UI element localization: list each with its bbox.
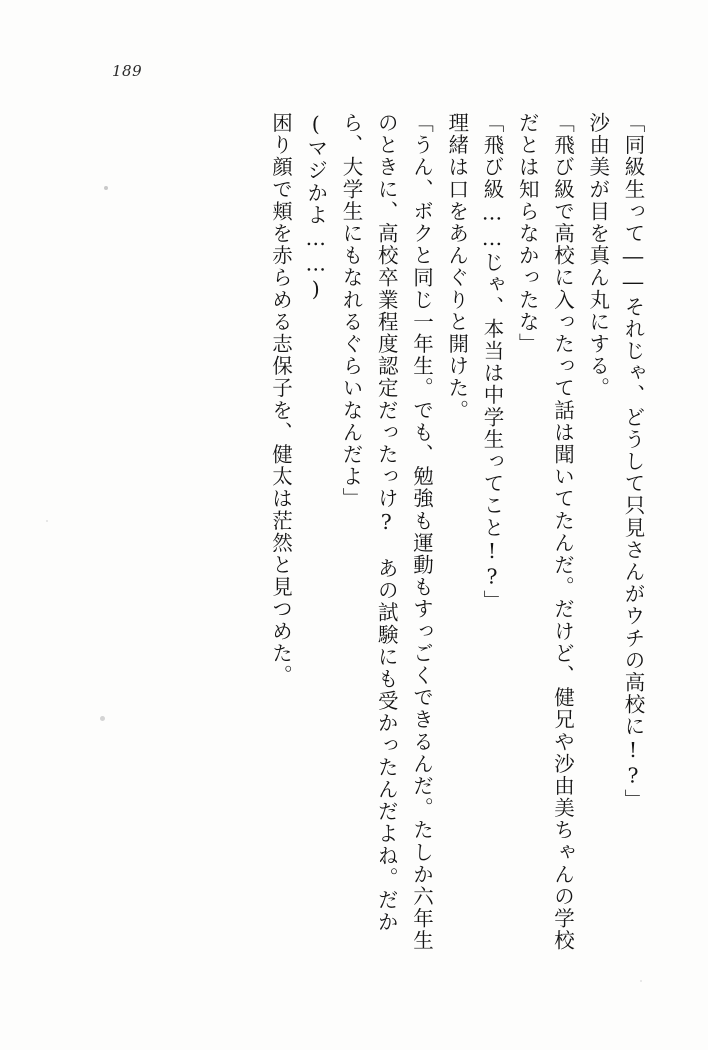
print-speckle — [104, 186, 108, 190]
page-number: 189 — [112, 62, 143, 80]
print-speckle — [640, 980, 642, 982]
paragraph: (マジかよ……) — [303, 112, 328, 303]
paragraph: 「飛び級……じゃ、本当は中学生ってこと!?」 — [480, 112, 504, 613]
paragraph: 「同級生って――それじゃ、どうして只見さんがウチの高校に!?」 — [621, 112, 645, 812]
paragraph: 「うん、ボクと同じ一年生。でも、勉強も運動もすっごくできるんだ。たしか六年生のときに、高校卒業程度認定だったっけ? あの試験にも受かったんだよね。だから、大学生にもなれるぐらいなんだよ」 — [339, 112, 434, 952]
paragraph: 沙由美が目を真ん丸にする。 — [585, 112, 610, 400]
paragraph: 理緒は口をあんぐりと開けた。 — [444, 112, 469, 422]
paragraph: 困り顔で頬を赤らめる志保子を、健太は茫然と見つめた。 — [268, 112, 293, 687]
print-speckle — [46, 520, 48, 522]
vertical-text-body — [262, 112, 650, 972]
print-speckle — [100, 716, 105, 721]
paragraph: 「飛び級で高校に入ったって話は聞いてたんだ。だけど、健兄や沙由美ちゃんの学校だとは知らなかったな」 — [515, 112, 575, 952]
